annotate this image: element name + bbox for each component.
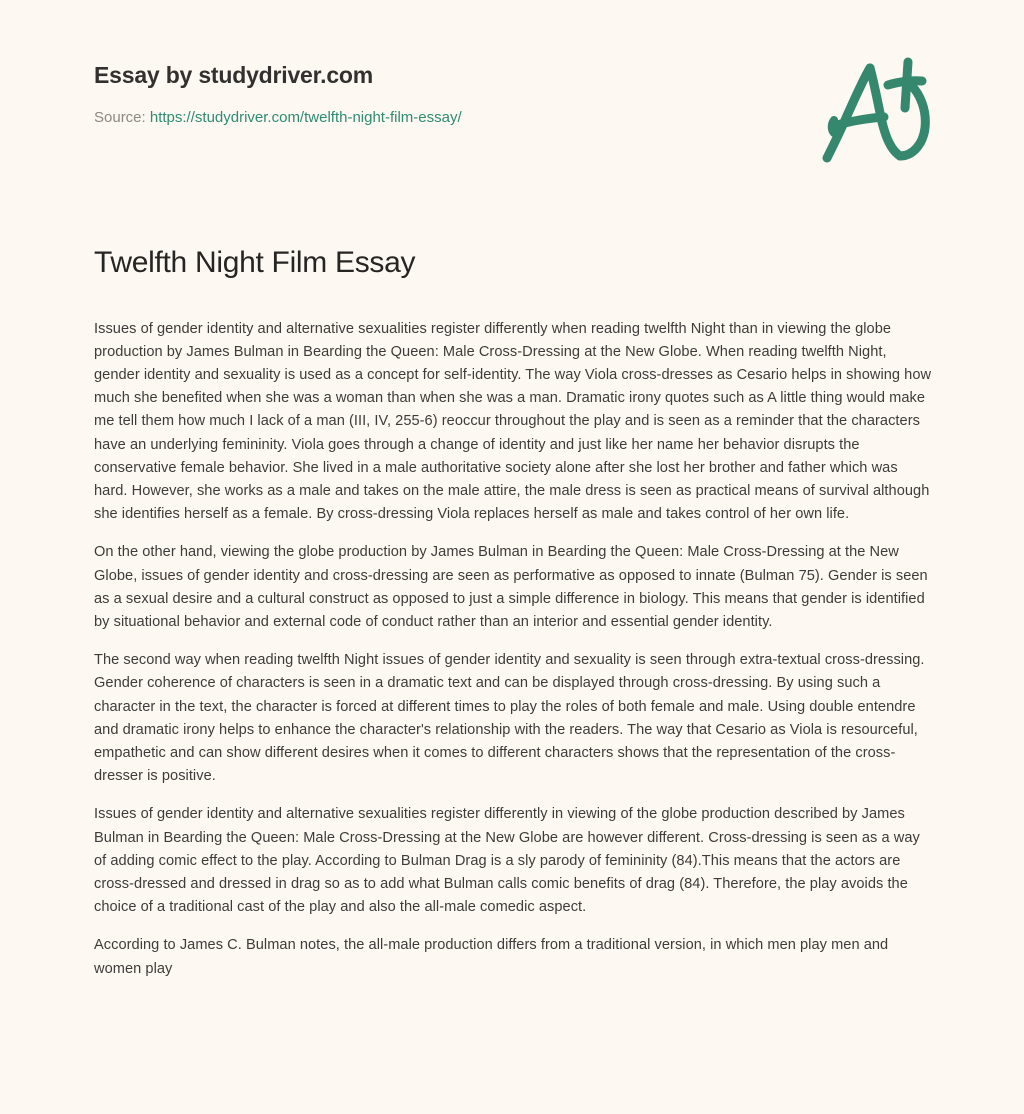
article-body [94, 318, 932, 981]
a-plus-icon [812, 52, 936, 170]
source-line [94, 108, 774, 128]
paragraph: The second way when reading twelfth Night issues of gender identity and sexuality is seen through extra-textual cross-dressing. Gender coherence of characters is seen in a dramatic text and can be displayed through cross-dressing. By using such a character in the text, the character is forced at different times to play the roles of both female and male. Using double entendre and dramatic irony helps to enhance the character's relationship with the readers. The way that Cesario as Viola is resourceful, empathetic and can show different desires when it comes to different characters shows that the representation of the cross-dresser is positive. [94, 652, 925, 785]
paragraph: Issues of gender identity and alternative sexualities register differently in viewing of the globe production described by James Bulman in Bearding the Queen: Male Cross-Dressing at the New Globe are however different. Cross-dressing is seen as a way of adding comic effect to the play. According to Bulman Drag is a sly parody of femininity (84).This means that the actors are cross-dressed and dressed in drag so as to add what Bulman calls comic benefits of drag (84). Therefore, the play avoids the choice of a traditional cast of the play and also the all-male comedic aspect. [94, 806, 920, 916]
page-title: Twelfth Night Film Essay [94, 246, 416, 279]
byline: Essay by studydriver.com [94, 62, 374, 88]
paragraph: On the other hand, viewing the globe production by James Bulman in Bearding the Queen: Male Cross-Dressing at the New Globe, issues of gender identity and cross-dressing are seen as performative as opposed to innate (Bulman 75). Gender is seen as a sexual desire and a cultural construct as opposed to just a simple difference in biology. This means that gender is identified by situational behavior and external code of conduct rather than an interior and essential gender identity. [94, 544, 928, 630]
header-text-block [94, 62, 774, 127]
article [94, 244, 932, 981]
paragraph: Issues of gender identity and alternative sexualities register differently when reading twelfth Night than in viewing the globe production by James Bulman in Bearding the Queen: Male Cross-Dressing at the New Globe. When reading twelfth Night, gender identity and sexuality is used as a concept for self-identity. The way Viola cross-dresses as Cesario helps in showing how much she benefited when she was a woman than when she was a man. Dramatic irony quotes such as A little thing would make me tell them how much I lack of a man (III, IV, 255-6) reoccur throughout the play and is seen as a reminder that the characters have an underlying femininity. Viola goes through a change of identity and just like her name her behavior disrupts the conservative female behavior. She lived in a male authoritative society alone after she lost her brother and father which was hard. However, she works as a male and takes on the male attire, the male dress is seen as practical means of survival although she identifies herself as a female. By cross-dressing Viola replaces herself as male and takes control of her own life. [94, 320, 932, 523]
source-url-link[interactable]: https://studydriver.com/twelfth-night-film-essay/ [149, 108, 462, 126]
paragraph: According to James C. Bulman notes, the all-male production differs from a traditional version, in which men play men and women play [94, 937, 889, 977]
page-header [0, 0, 1024, 205]
studydriver-logo[interactable] [812, 52, 936, 170]
source-label: Source: [94, 108, 146, 126]
